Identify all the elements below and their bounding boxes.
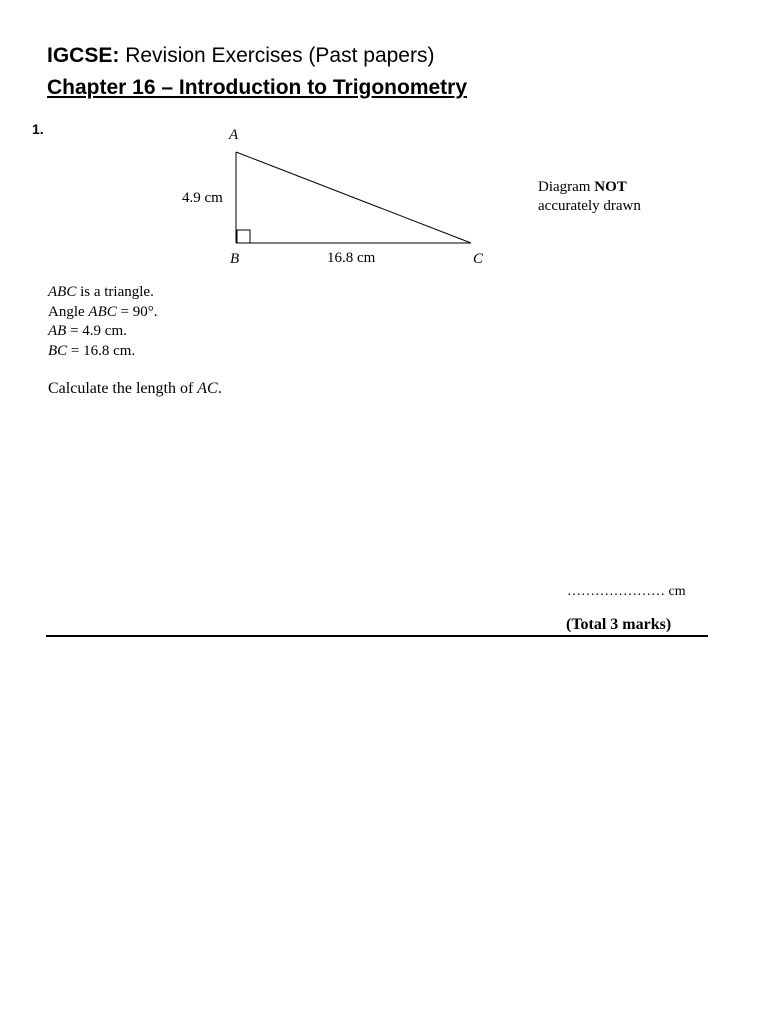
chapter-heading: Chapter 16 – Introduction to Trigonometry — [47, 76, 468, 99]
question-prompt: Calculate the length of AC. — [48, 380, 222, 397]
statement-line: BC = 16.8 cm. — [48, 342, 136, 359]
title-prefix: IGCSE: — [47, 44, 120, 67]
answer-line — [567, 584, 686, 600]
statement-line: Angle ABC = 90°. — [48, 303, 158, 320]
diagram-note-line2: accurately drawn — [538, 198, 641, 214]
side-bc-label: 16.8 cm — [327, 250, 376, 266]
vertex-c-label: C — [473, 251, 484, 267]
answer-unit: cm — [668, 584, 686, 599]
statement-line: AB = 4.9 cm. — [48, 323, 127, 339]
diagram-note-line1: Diagram NOT — [538, 179, 627, 195]
total-marks: (Total 3 marks) — [566, 616, 672, 633]
vertex-a-label: A — [229, 127, 239, 143]
right-angle-marker — [237, 230, 250, 243]
section-divider — [46, 635, 708, 637]
title-text: Revision Exercises (Past papers) — [125, 44, 435, 67]
diagram-note — [538, 178, 641, 216]
question-statements — [48, 283, 157, 361]
question-number: 1. — [32, 121, 44, 137]
side-ac-line — [236, 152, 471, 243]
statement-line: ABC is a triangle. — [48, 284, 154, 300]
vertex-b-label: B — [230, 251, 240, 267]
side-ab-label: 4.9 cm — [182, 190, 223, 206]
answer-dots: ………………… — [567, 584, 665, 599]
